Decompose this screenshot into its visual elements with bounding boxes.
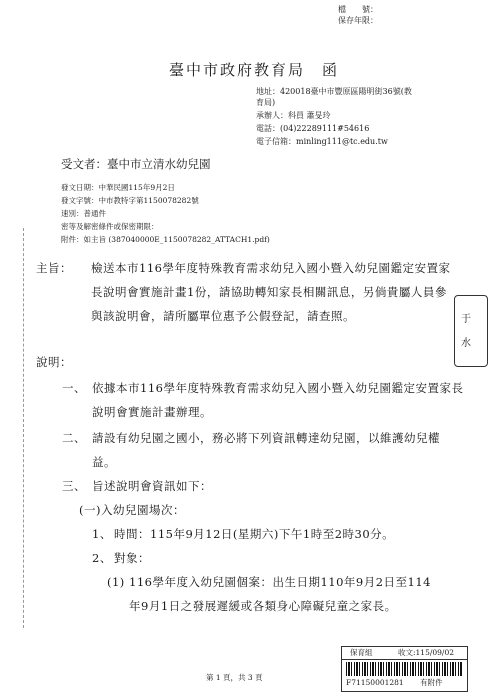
page-number: 第 1 頁，共 3 頁 [206,673,263,682]
sender-contact: 承辦人：科員 蕭旻玲 [256,111,331,120]
recipient-label: 受文者： [61,157,107,171]
item2-text: 請設有幼兒園之國小，務必將下列資訊轉達幼兒園，以維護幼兒權益。 [92,431,440,469]
receipt-stamp [341,646,468,692]
edge-seal-text-1: 于 [461,314,471,325]
sub1-1-text: 時間：115年9月12日(星期六)下午1時至2時30分。 [114,527,395,541]
sub1-2-1-number: (1) [107,575,125,589]
sub1-2-number: 2、 [92,551,112,565]
subject-label: 主旨： [36,261,72,275]
recipient-value: 臺中市立清水幼兒園 [107,157,211,171]
binding-line [23,228,24,628]
sub1-text: (一)入幼兒園場次： [79,503,185,517]
receipt-footer [346,678,443,688]
receipt-date: 收文:115/09/02 [398,648,454,657]
receipt-unit: 保育組 [350,648,373,657]
edge-seal-text-2: 水 [461,338,471,349]
item3-number: 三、 [62,479,86,493]
recipient-line [61,156,211,172]
receipt-header [342,647,467,660]
issue-date: 發文日期：中華民國115年9月2日 [61,183,175,192]
file-number-label: 檔 號： [338,5,378,14]
sub1-2-1-text: 116學年度入幼兒園個案：出生日期110年9月2日至114年9月1日之發展遲緩或各類身心障礙兒童之家長。 [129,575,431,613]
sender-phone: 電話：(04)22289111#54616 [256,124,370,133]
barcode [346,662,462,676]
sender-email: 電子信箱：minling111@tc.edu.tw [256,137,388,146]
receipt-number: F71150001281 [346,678,404,687]
edge-seal-stamp [454,295,488,367]
item1-text: 依據本市116學年度特殊教育需求幼兒入國小暨入幼兒園鑑定安置家長說明會實施計畫辦理。 [92,381,464,419]
subject-text: 檢送本市116學年度特殊教育需求幼兒入國小暨入幼兒園鑑定安置家長說明會實施計畫1份，請協助轉知家長相關訊息，另倘貴屬人員參與該說明會，請所屬單位惠予公假登記，請查照。 [91,261,451,323]
sender-address: 地址：420018臺中市豐原區陽明街36號(教 [256,87,412,96]
explanation-label: 說明： [36,355,72,369]
issue-number: 發文字號：中市教特字第1150078282號 [61,196,199,205]
retention-label: 保存年限： [338,16,378,25]
secrecy-level: 密等及解密條件或保密期限： [61,222,159,231]
delivery-speed: 速別：普通件 [61,209,106,218]
item2-number: 二、 [62,431,86,445]
receipt-attachment-note: 有附件 [420,678,443,687]
attachment-info: 附件：如主旨 (387040000E_1150078282_ATTACH1.pdf) [61,235,270,244]
sub1-1-number: 1、 [92,527,112,541]
sender-address-cont: 育局) [256,98,276,107]
item3-text: 旨述說明會資訊如下： [92,479,212,493]
document-title: 臺中市政府教育局 函 [169,61,340,79]
sub1-2-text: 對象： [114,551,150,565]
item1-number: 一、 [62,381,86,395]
